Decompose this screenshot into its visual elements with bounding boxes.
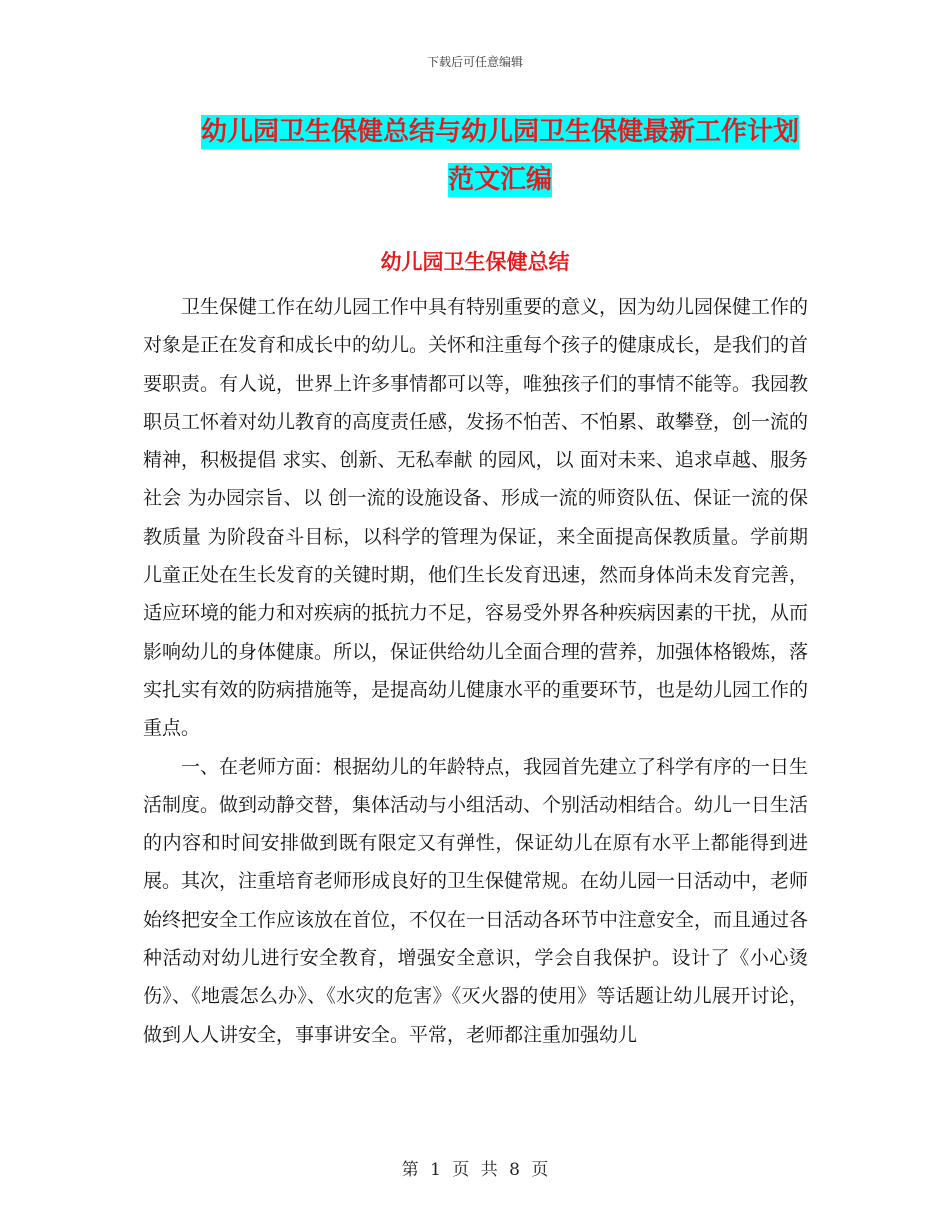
document-title-line-1: 幼儿园卫生保健总结与幼儿园卫生保健最新工作计划 bbox=[200, 117, 799, 147]
document-body bbox=[143, 288, 808, 1054]
document-title-line-2: 范文汇编 bbox=[447, 165, 552, 195]
section-title: 幼儿园卫生保健总结 bbox=[380, 249, 570, 274]
page-number: 第 1 页 共 8 页 bbox=[401, 1160, 549, 1180]
paragraph-teachers: 一、在老师方面：根据幼儿的年龄特点，我园首先建立了科学有序的一日生活制度。做到动静交替，集体活动与小组活动、个别活动相结合。幼儿一日生活的内容和时间安排做到既有限定又有弹性，保证幼儿在原有水平上都能得到进展。其次，注重培育老师形成良好的卫生保健常规。在幼儿园一日活动中，老师始终把安全工作应该放在首位，不仅在一日活动各环节中注意安全，而且通过各种活动对幼儿进行安全教育，增强安全意识，学会自我保护。设计了《小心烫伤》、《地震怎么办》、《水灾的危害》《灭火器的使用》等话题让幼儿展开讨论，做到人人讲安全，事事讲安全。平常，老师都注重加强幼儿 bbox=[143, 755, 809, 1046]
page-header-note: 下载后可任意编辑 bbox=[426, 55, 523, 69]
paragraph-intro: 卫生保健工作在幼儿园工作中具有特别重要的意义，因为幼儿园保健工作的对象是正在发育和成长中的幼儿。关怀和注重每个孩子的健康成长，是我们的首要职责。有人说，世界上许多事情都可以等，唯独孩子们的事情不能等。我园教职员工怀着对幼儿教育的高度责任感，发扬不怕苦、不怕累、敢攀登，创一流的精神，积极提倡 求实、创新、无私奉献 的园风，以 面对未来、追求卓越、服务社会 为办园宗旨、以 创一流的设施设备、形成一流的师资队伍、保证一流的保教质量 为阶段奋斗目标，以科学的管理为保证，来全面提高保教质量。学前期儿童正处在生长发育的关键时期，他们生长发育迅速，然而身体尚未发育完善，适应环境的能力和对疾病的抵抗力不足，容易受外界各种疾病因素的干扰，从而影响幼儿的身体健康。所以，保证供给幼儿全面合理的营养，加强体格锻炼，落实扎实有效的防病措施等，是提高幼儿健康水平的重要环节，也是幼儿园工作的重点。 bbox=[143, 296, 809, 740]
document-title bbox=[190, 108, 810, 204]
